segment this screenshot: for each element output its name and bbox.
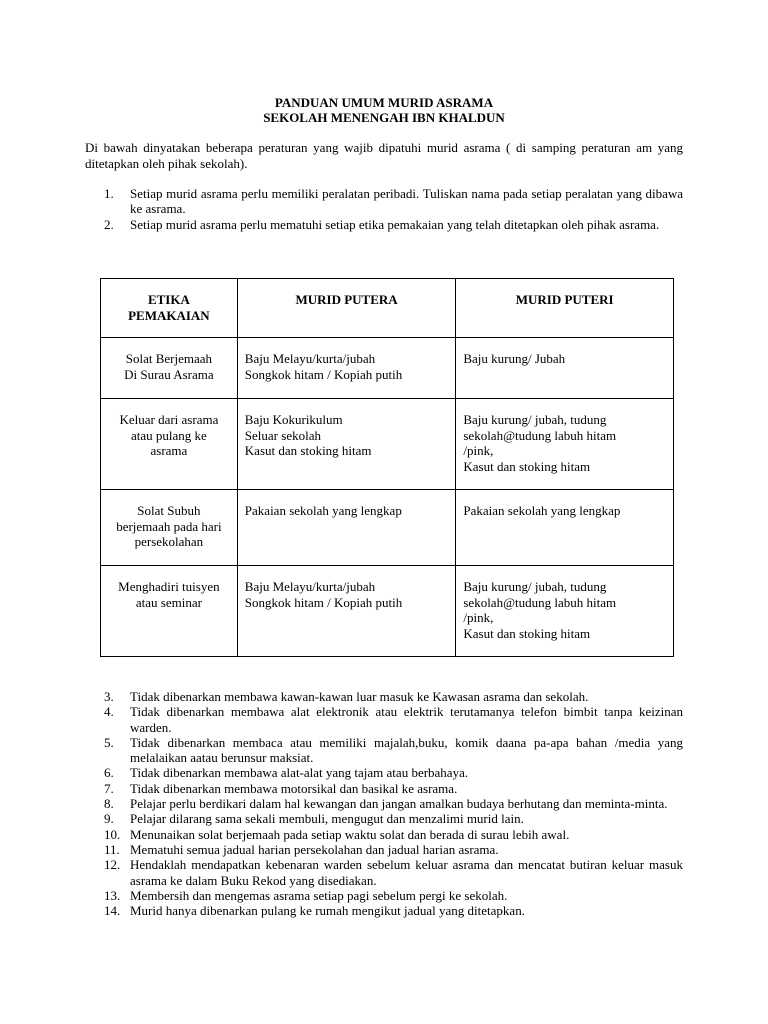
- cell-line: Baju Kokurikulum: [244, 412, 343, 427]
- table-row: [101, 338, 674, 399]
- intro-paragraph: Di bawah dinyatakan beberapa peraturan yang wajib dipatuhi murid asrama ( di samping peraturan am yang ditetapkan oleh pihak sekolah).: [85, 140, 683, 171]
- rule-text: Murid hanya dibenarkan pulang ke rumah mengikut jadual yang ditetapkan.: [130, 903, 525, 919]
- cell-line: Solat Subuh: [137, 503, 201, 518]
- table-row: [101, 399, 674, 490]
- cell-line: Songkok hitam / Kopiah putih: [244, 594, 403, 610]
- rule-text: Tidak dibenarkan membawa alat-alat yang tajam atau berbahaya.: [130, 765, 469, 781]
- cell-line: Baju Melayu/kurta/jubah: [244, 579, 376, 594]
- rule-number: 2.: [104, 216, 114, 232]
- cell-etika: [101, 566, 238, 657]
- rule-number: 5.: [104, 734, 114, 750]
- cell-puteri: [456, 566, 674, 657]
- rule-item: [85, 765, 683, 780]
- cell-line: Baju kurung/ jubah, tudung: [463, 579, 607, 594]
- rule-text: Membersih dan mengemas asrama setiap pagi sebelum pergi ke sekolah.: [130, 887, 508, 903]
- rule-item: [85, 689, 683, 704]
- cell-line: Pakaian sekolah yang lengkap: [244, 503, 402, 518]
- cell-putera: [237, 490, 456, 566]
- rule-item: [85, 704, 683, 735]
- cell-putera: [237, 566, 456, 657]
- cell-line: Keluar dari asrama: [119, 412, 219, 427]
- cell-line: Solat Berjemaah: [125, 351, 213, 366]
- rule-number: 11.: [104, 841, 120, 857]
- rule-item: [85, 217, 683, 232]
- header-puteri: MURID PUTERI: [456, 279, 674, 338]
- rule-text: Mematuhi semua jadual harian persekolahan dan jadual harian asrama.: [130, 841, 499, 857]
- cell-line: Seluar sekolah: [244, 427, 321, 443]
- cell-line: /pink,: [463, 610, 494, 625]
- rule-number: 10.: [104, 826, 121, 842]
- rule-text: Setiap murid asrama perlu memiliki peralatan peribadi. Tuliskan nama pada setiap peralatan yang dibawa ke asrama.: [130, 186, 683, 217]
- rule-item: [85, 735, 683, 766]
- cell-puteri: [456, 490, 674, 566]
- cell-line: Baju Melayu/kurta/jubah: [244, 351, 376, 366]
- header-putera: MURID PUTERA: [237, 279, 456, 338]
- rule-text: Pelajar dilarang sama sekali membuli, mengugut dan menzalimi murid lain.: [130, 811, 524, 827]
- rule-number: 9.: [104, 811, 114, 827]
- cell-etika: [101, 338, 238, 399]
- cell-line: sekolah@tudung labuh hitam: [463, 594, 617, 610]
- rule-text: Tidak dibenarkan membawa kawan-kawan luar masuk ke Kawasan asrama dan sekolah.: [130, 689, 589, 704]
- table-row: [101, 490, 674, 566]
- rule-text: Tidak dibenarkan membawa alat elektronik atau elektrik terutamanya telefon bimbit tanpa keizinan warden.: [130, 704, 683, 735]
- rule-number: 13.: [104, 887, 121, 903]
- rules-list-top: [85, 186, 683, 232]
- rule-text: Tidak dibenarkan membaca atau memiliki majalah,buku, komik daana pa-apa bahan /media yang melalaikan aatau berunsur maksiat.: [130, 734, 683, 766]
- table-row: [101, 566, 674, 657]
- rules-list-bottom: [85, 689, 683, 918]
- cell-line: /pink,: [463, 443, 494, 458]
- rule-number: 14.: [104, 903, 121, 919]
- rule-number: 7.: [104, 780, 114, 796]
- cell-line: Kasut dan stoking hitam: [463, 625, 591, 641]
- cell-line: atau seminar: [135, 594, 202, 610]
- cell-line: Kasut dan stoking hitam: [244, 443, 372, 458]
- rule-item: [85, 888, 683, 903]
- cell-line: Baju kurung/ jubah, tudung: [463, 412, 607, 427]
- rule-item: [85, 857, 683, 888]
- dress-code-table: [100, 278, 674, 657]
- table-header-row: [101, 279, 674, 338]
- document-title-line2: SEKOLAH MENENGAH IBN KHALDUN: [263, 110, 505, 125]
- rule-number: 3.: [104, 689, 114, 704]
- cell-line: Menghadiri tuisyen: [118, 579, 220, 594]
- rule-text: Pelajar perlu berdikari dalam hal kewangan dan jangan amalkan budaya berhutang dan meminta-minta.: [130, 796, 668, 812]
- cell-etika: [101, 399, 238, 490]
- cell-line: Kasut dan stoking hitam: [463, 458, 591, 474]
- cell-line: atau pulang ke: [130, 427, 207, 443]
- header-etika: ETIKA PEMAKAIAN: [101, 279, 238, 338]
- cell-line: Di Surau Asrama: [124, 366, 214, 382]
- cell-line: berjemaah pada hari: [116, 518, 222, 534]
- rule-item: [85, 811, 683, 826]
- rule-text: Tidak dibenarkan membawa motorsikal dan basikal ke asrama.: [130, 780, 458, 796]
- cell-puteri: [456, 338, 674, 399]
- rule-number: 8.: [104, 796, 114, 812]
- cell-line: Baju kurung/ Jubah: [463, 351, 566, 366]
- rule-number: 4.: [104, 704, 114, 720]
- cell-putera: [237, 338, 456, 399]
- cell-puteri: [456, 399, 674, 490]
- rule-item: [85, 827, 683, 842]
- rule-item: [85, 903, 683, 918]
- cell-line: asrama: [150, 443, 188, 458]
- cell-line: Songkok hitam / Kopiah putih: [244, 366, 403, 382]
- cell-line: persekolahan: [134, 534, 204, 549]
- rule-item: [85, 781, 683, 796]
- rule-number: 12.: [104, 857, 121, 873]
- rule-text: Menunaikan solat berjemaah pada setiap waktu solat dan berada di surau lebih awal.: [130, 826, 570, 842]
- rule-text: Hendaklah mendapatkan kebenaran warden sebelum keluar asrama dan mencatat butiran keluar masuk asrama ke dalam Buku Rekod yang disediakan.: [130, 857, 683, 888]
- cell-line: sekolah@tudung labuh hitam: [463, 427, 617, 443]
- rule-item: [85, 842, 683, 857]
- rule-number: 6.: [104, 765, 114, 781]
- cell-putera: [237, 399, 456, 490]
- rule-item: [85, 796, 683, 811]
- cell-line: Pakaian sekolah yang lengkap: [463, 503, 621, 518]
- document-title-line1: PANDUAN UMUM MURID ASRAMA: [274, 95, 494, 110]
- rule-text: Setiap murid asrama perlu mematuhi setiap etika pemakaian yang telah ditetapkan oleh pihak asrama.: [130, 216, 660, 232]
- cell-etika: [101, 490, 238, 566]
- rule-item: [85, 186, 683, 217]
- rule-number: 1.: [104, 186, 114, 201]
